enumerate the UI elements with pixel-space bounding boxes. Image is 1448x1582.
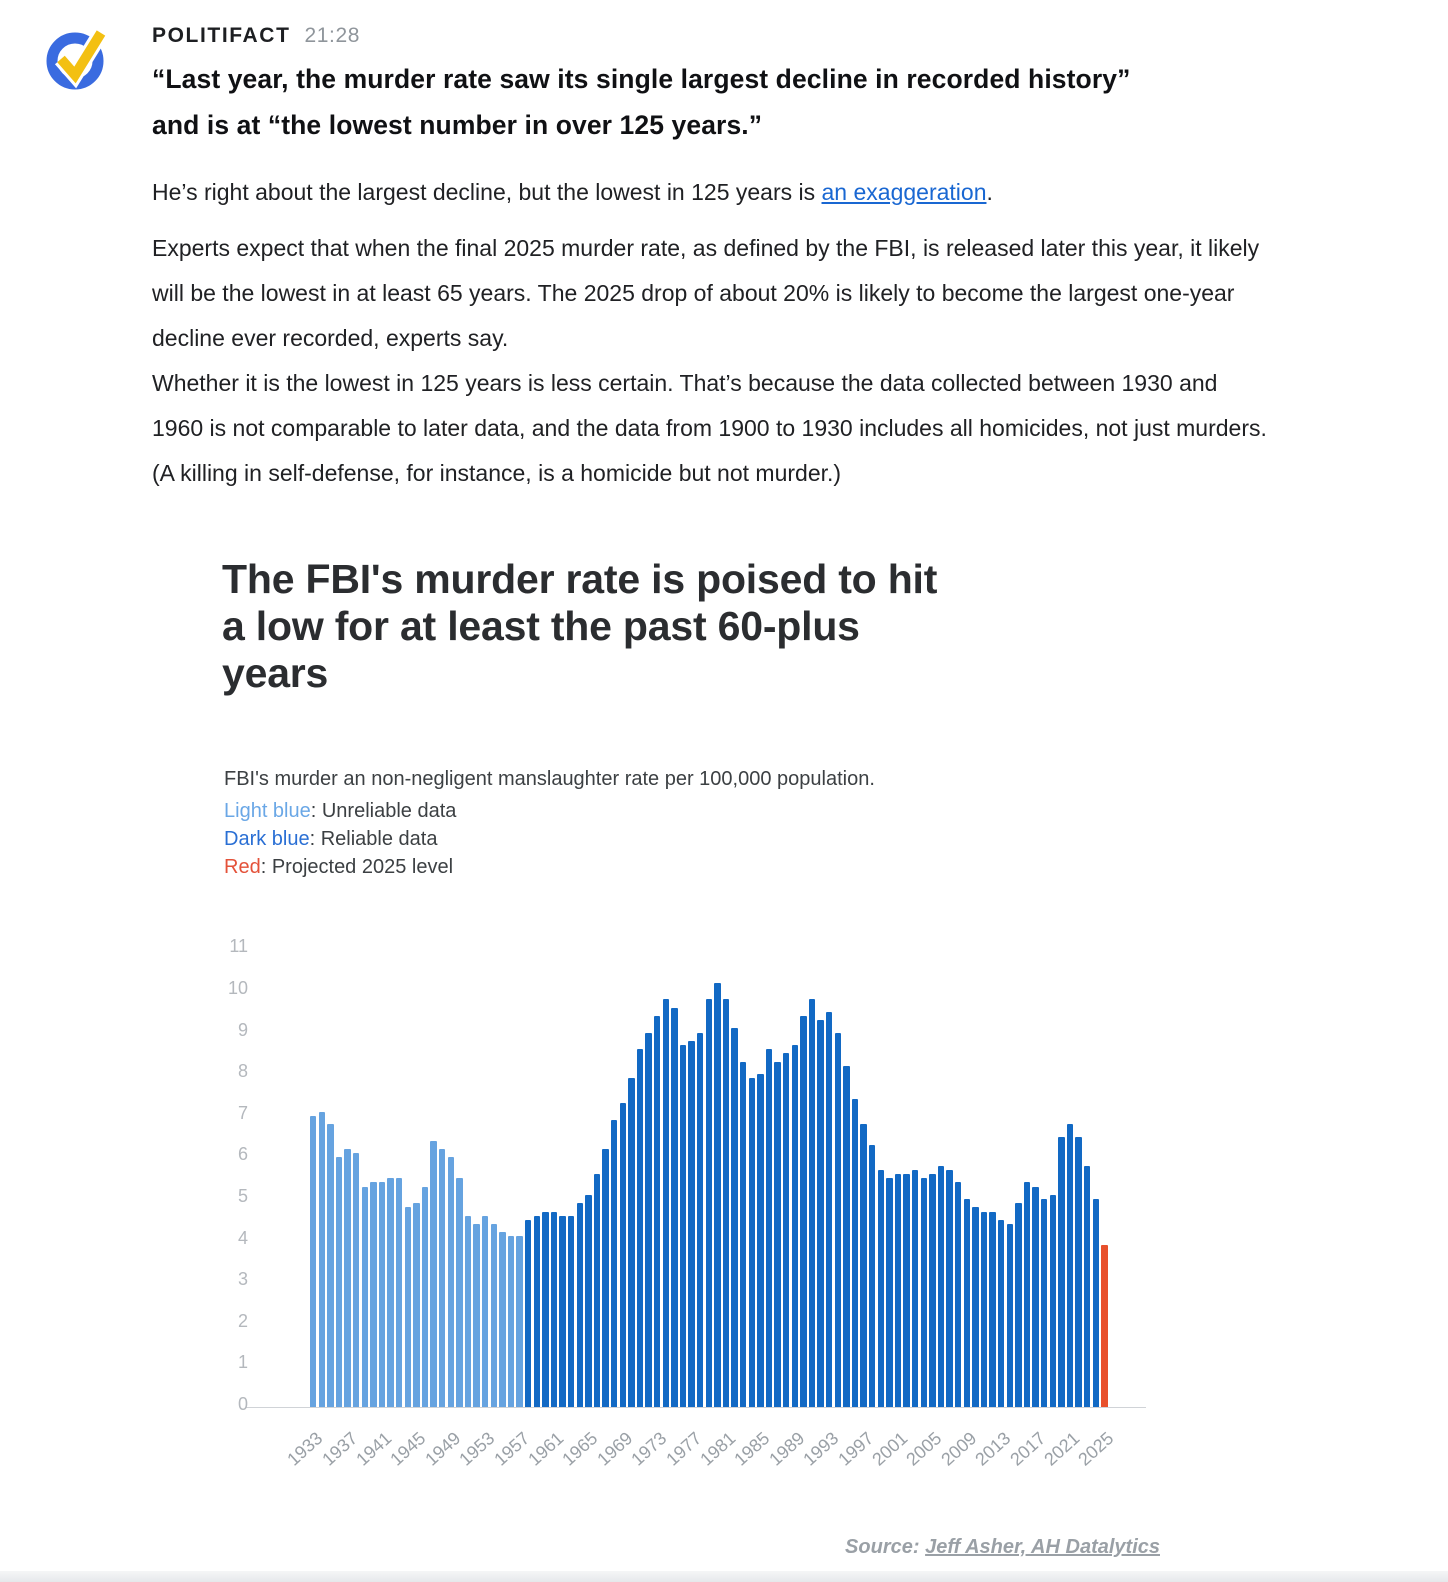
chart-title-line-2: a low for at least the past 60-plus xyxy=(222,603,860,649)
bar-1972 xyxy=(645,1033,651,1407)
x-axis-tick-1933: 1933 xyxy=(283,1428,327,1470)
legend-projected-keyword: Red xyxy=(224,856,261,878)
bar-1952 xyxy=(473,1224,479,1407)
bottom-divider xyxy=(0,1571,1448,1582)
bar-1946 xyxy=(422,1187,428,1408)
bar-1973 xyxy=(654,1016,660,1407)
bar-1942 xyxy=(387,1178,393,1407)
y-axis-tick-1: 1 xyxy=(237,1352,248,1373)
bar-2024 xyxy=(1093,1199,1099,1407)
sender-name[interactable]: POLITIFACT xyxy=(152,24,291,47)
x-axis-tick-2025: 2025 xyxy=(1074,1428,1118,1470)
headline-line-1: “Last year, the murder rate saw its single largest decline in recorded history” xyxy=(152,64,1131,94)
legend-reliable xyxy=(224,828,437,851)
y-axis-tick-9: 9 xyxy=(237,1019,248,1040)
message-timestamp: 21:28 xyxy=(304,24,361,47)
bar-1996 xyxy=(852,1099,858,1407)
bar-1939 xyxy=(362,1187,368,1408)
x-axis-tick-1989: 1989 xyxy=(765,1428,809,1470)
bar-2025 xyxy=(1101,1245,1107,1407)
bar-2020 xyxy=(1058,1137,1064,1407)
y-axis-tick-5: 5 xyxy=(237,1186,248,1206)
bar-1982 xyxy=(731,1028,737,1407)
legend-reliable-desc: : Reliable data xyxy=(309,828,438,850)
murder-rate-chart xyxy=(222,556,1172,1574)
bar-2013 xyxy=(998,1220,1004,1407)
bar-1998 xyxy=(869,1145,875,1407)
bar-2021 xyxy=(1067,1124,1073,1407)
bar-1957 xyxy=(516,1236,522,1407)
x-axis-tick-1941: 1941 xyxy=(352,1428,396,1470)
bar-1960 xyxy=(542,1212,548,1408)
bar-1970 xyxy=(628,1078,634,1407)
bar-1954 xyxy=(491,1224,497,1407)
x-axis-tick-2005: 2005 xyxy=(902,1428,946,1470)
legend-reliable-keyword: Dark blue xyxy=(224,828,310,850)
x-axis-tick-1985: 1985 xyxy=(730,1428,774,1470)
bar-2006 xyxy=(938,1166,944,1407)
bar-1985 xyxy=(757,1074,763,1407)
chart-title-line-3: years xyxy=(222,650,329,696)
bar-1951 xyxy=(465,1216,471,1407)
x-axis-tick-1953: 1953 xyxy=(455,1428,499,1470)
politifact-logo-icon[interactable] xyxy=(46,26,110,90)
bar-1945 xyxy=(413,1203,419,1407)
chart-title xyxy=(222,556,1172,697)
bar-2018 xyxy=(1041,1199,1047,1407)
bar-1993 xyxy=(826,1012,832,1407)
bar-1979 xyxy=(706,999,712,1407)
y-axis-tick-7: 7 xyxy=(237,1102,248,1123)
bar-1941 xyxy=(379,1182,385,1407)
headline-line-2: and is at “the lowest number in over 125 years.” xyxy=(152,110,763,140)
bar-2017 xyxy=(1032,1187,1038,1408)
x-axis-tick-1949: 1949 xyxy=(421,1428,465,1470)
bar-2005 xyxy=(929,1174,935,1407)
bar-2004 xyxy=(921,1178,927,1407)
paragraph-2: Experts expect that when the final 2025 murder rate, as defined by the FBI, is released later this year, it likely will be the lowest in at least 65 years. The 2025 drop of about 20% is likely to become the largest one-year decline ever recorded, experts say. xyxy=(152,235,1260,351)
bar-2007 xyxy=(946,1170,952,1407)
bar-1949 xyxy=(448,1157,454,1407)
x-axis xyxy=(222,1416,1172,1508)
legend-unreliable-desc: : Unreliable data xyxy=(310,800,457,822)
bar-1958 xyxy=(525,1220,531,1407)
y-axis-tick-10: 10 xyxy=(227,978,248,998)
bar-1955 xyxy=(499,1232,505,1407)
bar-1963 xyxy=(568,1216,574,1407)
bar-2009 xyxy=(964,1199,970,1407)
y-axis-tick-2: 2 xyxy=(237,1310,248,1331)
bar-2023 xyxy=(1084,1166,1090,1407)
bar-1976 xyxy=(680,1045,686,1407)
bar-1965 xyxy=(585,1195,591,1407)
bar-1948 xyxy=(439,1149,445,1407)
chart-source xyxy=(222,1536,1160,1559)
y-axis-tick-8: 8 xyxy=(237,1061,248,1082)
bar-2012 xyxy=(989,1212,995,1408)
bar-1991 xyxy=(809,999,815,1407)
source-link[interactable]: Jeff Asher, AH Datalytics xyxy=(925,1536,1160,1558)
bar-1934 xyxy=(319,1112,325,1407)
bar-2019 xyxy=(1050,1195,1056,1407)
paragraph-1 xyxy=(152,170,1270,215)
chart-subtitle: FBI's murder an non-negligent manslaughter rate per 100,000 population. xyxy=(224,768,875,790)
x-axis-tick-2009: 2009 xyxy=(937,1428,981,1470)
bar-1968 xyxy=(611,1120,617,1407)
bar-1947 xyxy=(430,1141,436,1407)
bar-2016 xyxy=(1024,1182,1030,1407)
bar-1943 xyxy=(396,1178,402,1407)
bar-1980 xyxy=(714,983,720,1407)
bar-1999 xyxy=(878,1170,884,1407)
x-axis-tick-2021: 2021 xyxy=(1040,1428,1084,1470)
bar-2014 xyxy=(1007,1224,1013,1407)
message-headline xyxy=(152,56,1332,148)
bar-1937 xyxy=(344,1149,350,1407)
legend-unreliable xyxy=(224,800,456,823)
paragraph-3: Whether it is the lowest in 125 years is less certain. That’s because the data collected between 1930 and 1960 is not comparable to later data, and the data from 1900 to 1930 includes all homicides, not just murders. (A killing in self-defense, for instance, is a homicide but not murder.) xyxy=(152,370,1267,486)
bar-1950 xyxy=(456,1178,462,1407)
y-axis-tick-0: 0 xyxy=(237,1394,248,1414)
bar-1992 xyxy=(817,1020,823,1407)
bar-1989 xyxy=(792,1045,798,1407)
bar-2011 xyxy=(981,1212,987,1408)
x-axis-tick-1961: 1961 xyxy=(524,1428,568,1470)
bar-1974 xyxy=(663,999,669,1407)
bar-1938 xyxy=(353,1153,359,1407)
an-exaggeration-link[interactable]: an exaggeration xyxy=(821,179,987,205)
bar-1944 xyxy=(405,1207,411,1407)
bar-1962 xyxy=(559,1216,565,1407)
bar-2002 xyxy=(903,1174,909,1407)
message-header xyxy=(152,24,360,48)
x-axis-tick-2017: 2017 xyxy=(1005,1428,1049,1470)
bar-1994 xyxy=(835,1033,841,1407)
bar-2003 xyxy=(912,1170,918,1407)
bar-1935 xyxy=(327,1124,333,1407)
bar-2008 xyxy=(955,1182,961,1407)
bar-1990 xyxy=(800,1016,806,1407)
y-axis-tick-6: 6 xyxy=(237,1144,248,1165)
bar-1978 xyxy=(697,1033,703,1407)
y-axis-tick-3: 3 xyxy=(237,1269,248,1290)
bar-1969 xyxy=(620,1103,626,1407)
bar-1988 xyxy=(783,1053,789,1407)
legend-unreliable-keyword: Light blue xyxy=(224,800,311,822)
bar-1997 xyxy=(860,1124,866,1407)
x-axis-line xyxy=(246,1407,1146,1408)
bar-1977 xyxy=(688,1041,694,1407)
x-axis-tick-1965: 1965 xyxy=(558,1428,602,1470)
bar-1956 xyxy=(508,1236,514,1407)
bar-1975 xyxy=(671,1008,677,1407)
bar-2010 xyxy=(972,1207,978,1407)
x-axis-tick-1937: 1937 xyxy=(317,1428,361,1470)
bar-1933 xyxy=(310,1116,316,1407)
bar-2001 xyxy=(895,1174,901,1407)
x-axis-tick-2001: 2001 xyxy=(868,1428,912,1470)
source-prefix: Source: xyxy=(845,1536,926,1558)
bar-1986 xyxy=(766,1049,772,1407)
bar-1995 xyxy=(843,1066,849,1407)
paragraph-1-period: . xyxy=(986,179,993,205)
bar-1983 xyxy=(740,1062,746,1407)
bar-1967 xyxy=(602,1149,608,1407)
bar-1936 xyxy=(336,1157,342,1407)
x-axis-tick-1973: 1973 xyxy=(627,1428,671,1470)
bar-2022 xyxy=(1075,1137,1081,1407)
bar-1959 xyxy=(534,1216,540,1407)
y-axis-tick-4: 4 xyxy=(237,1227,248,1248)
bar-1953 xyxy=(482,1216,488,1407)
x-axis-tick-1957: 1957 xyxy=(489,1428,533,1470)
bar-1981 xyxy=(723,999,729,1407)
legend-projected xyxy=(224,856,453,879)
x-axis-tick-2013: 2013 xyxy=(971,1428,1015,1470)
chart-title-line-1: The FBI's murder rate is poised to hit xyxy=(222,556,938,602)
bar-1961 xyxy=(551,1212,557,1408)
x-axis-tick-1969: 1969 xyxy=(593,1428,637,1470)
bar-2000 xyxy=(886,1178,892,1407)
x-axis-tick-1945: 1945 xyxy=(386,1428,430,1470)
y-axis-tick-11: 11 xyxy=(229,936,248,957)
paragraph-1-text: He’s right about the largest decline, but the lowest in 125 years is xyxy=(152,179,822,205)
plot-area xyxy=(222,936,1172,1414)
bar-1966 xyxy=(594,1174,600,1407)
x-axis-tick-1977: 1977 xyxy=(661,1428,705,1470)
x-axis-tick-1993: 1993 xyxy=(799,1428,843,1470)
x-axis-tick-1981: 1981 xyxy=(696,1428,740,1470)
bar-1964 xyxy=(577,1203,583,1407)
bar-1940 xyxy=(370,1182,376,1407)
legend-projected-desc: : Projected 2025 level xyxy=(260,856,454,878)
bar-2015 xyxy=(1015,1203,1021,1407)
bar-1984 xyxy=(749,1078,755,1407)
x-axis-tick-1997: 1997 xyxy=(833,1428,877,1470)
bar-1987 xyxy=(774,1062,780,1407)
bar-1971 xyxy=(637,1049,643,1407)
